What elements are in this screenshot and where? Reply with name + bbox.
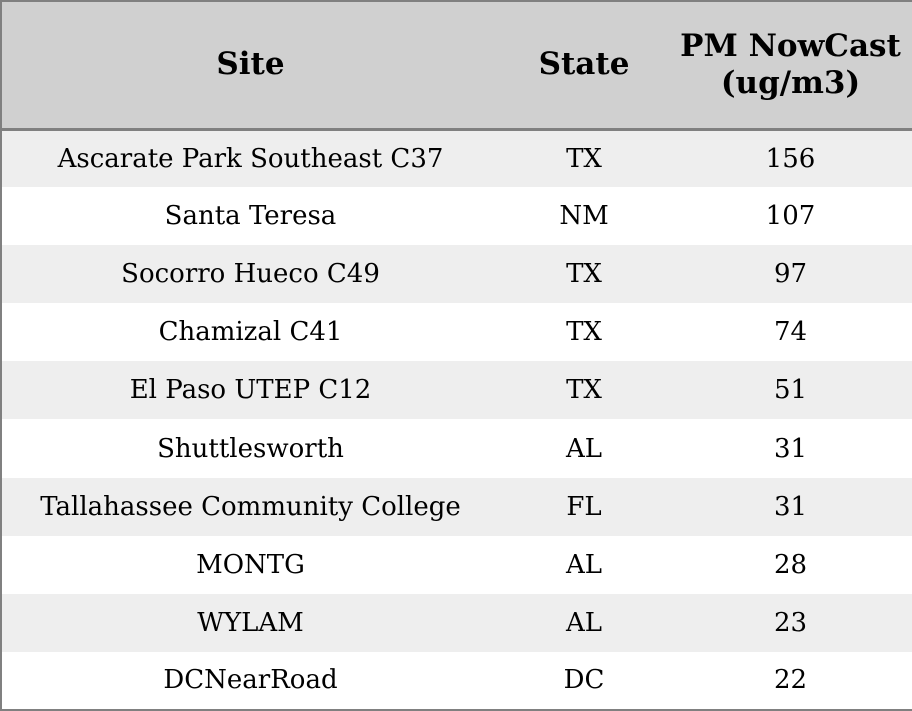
- column-header-pm-nowcast: PM NowCast (ug/m3): [669, 1, 912, 129]
- table-header: [1, 1, 912, 129]
- state-cell: AL: [565, 433, 603, 464]
- value-cell: 107: [765, 201, 816, 232]
- table-row: [1, 245, 912, 303]
- table-row: [1, 594, 912, 652]
- site-cell: DCNearRoad: [163, 665, 338, 696]
- table-row: [1, 303, 912, 361]
- value-cell: 51: [773, 375, 808, 406]
- table-row: [1, 536, 912, 594]
- state-cell: AL: [565, 607, 603, 638]
- state-cell: FL: [566, 491, 602, 522]
- site-cell: MONTG: [196, 549, 305, 580]
- state-cell: DC: [563, 665, 605, 696]
- table-row: [1, 361, 912, 419]
- value-cell: 23: [773, 607, 808, 638]
- site-cell: Santa Teresa: [164, 201, 337, 232]
- table-row: [1, 187, 912, 245]
- state-cell: AL: [565, 549, 603, 580]
- state-cell: TX: [566, 259, 602, 290]
- site-cell: Tallahassee Community College: [40, 491, 461, 522]
- value-cell: 28: [773, 549, 808, 580]
- site-cell: Chamizal C41: [158, 317, 343, 348]
- site-cell: Ascarate Park Southeast C37: [57, 143, 444, 174]
- state-cell: TX: [566, 317, 602, 348]
- value-cell: 156: [765, 143, 816, 174]
- value-cell: 31: [773, 433, 808, 464]
- state-cell: NM: [559, 201, 609, 232]
- site-cell: Shuttlesworth: [157, 433, 344, 464]
- table-body: [1, 129, 912, 710]
- table-row: [1, 129, 912, 187]
- value-cell: 22: [773, 665, 808, 696]
- table-row: [1, 652, 912, 710]
- column-header-state: State: [499, 1, 669, 129]
- site-cell: Socorro Hueco C49: [121, 259, 380, 290]
- site-cell: El Paso UTEP C12: [129, 375, 372, 406]
- header-row: [1, 1, 912, 129]
- table-row: [1, 478, 912, 536]
- column-header-site: Site: [1, 1, 499, 129]
- state-cell: TX: [566, 143, 602, 174]
- value-cell: 97: [773, 259, 808, 290]
- table-row: [1, 419, 912, 477]
- state-cell: TX: [566, 375, 602, 406]
- value-cell: 74: [773, 317, 808, 348]
- value-cell: 31: [773, 491, 808, 522]
- site-cell: WYLAM: [197, 607, 304, 638]
